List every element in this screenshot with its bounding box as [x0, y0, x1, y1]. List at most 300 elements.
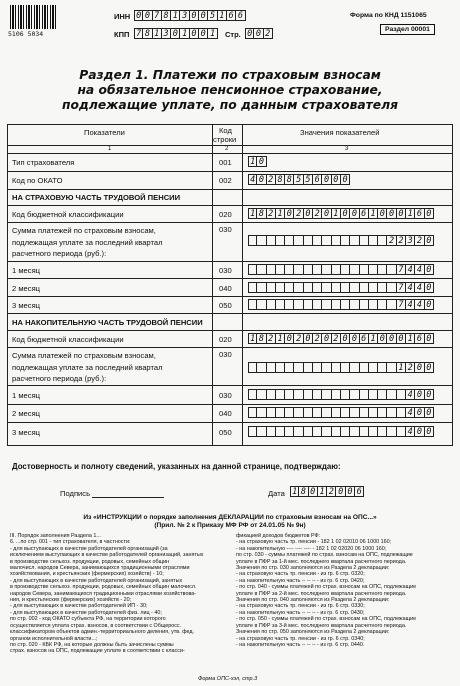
char-cell [285, 362, 294, 373]
char-cell: 0 [387, 208, 396, 219]
instruction-line: классификатором объектов админ.-территориального деления, утв. фед. [10, 629, 195, 636]
char-cell: 0 [341, 208, 350, 219]
col-header-values: Значения показателей [300, 128, 380, 137]
okato-field [248, 174, 350, 185]
row-code: 030 [219, 225, 232, 234]
section-badge: Раздел 00001 [380, 24, 435, 35]
char-cell [322, 362, 331, 373]
char-cell: 0 [415, 389, 424, 400]
signature-line [92, 497, 164, 498]
char-cell [267, 362, 276, 373]
row-line [7, 313, 453, 314]
row-label: Тип страхователя [12, 158, 75, 167]
insurance-kbk-field [248, 208, 434, 219]
char-cell [257, 389, 266, 400]
char-cell: 0 [309, 486, 318, 497]
funded-kbk-field [248, 333, 434, 344]
char-cell: 4 [406, 389, 415, 400]
instruction-line: хозяйствования, и крестьянских (фермерских) хозяйств) - 10; [10, 571, 164, 578]
char-cell [304, 282, 313, 293]
col-num-2: 2 [225, 146, 229, 152]
char-cell: 2 [332, 333, 341, 344]
instruction-line: - для выступающих в качестве работодателей организаций (за [10, 545, 168, 552]
char-cell: 0 [285, 208, 294, 219]
char-cell [294, 264, 303, 275]
row-label [12, 350, 163, 385]
char-cell [322, 407, 331, 418]
char-cell [267, 407, 276, 418]
char-cell [257, 264, 266, 275]
page-footer: Форма ОПС-хэл, стр.3 [198, 676, 258, 682]
char-cell: 0 [304, 208, 313, 219]
char-cell: 0 [397, 208, 406, 219]
row-line [7, 145, 453, 146]
page-title [0, 68, 460, 113]
char-cell: 2 [264, 28, 273, 39]
char-cell: 0 [190, 10, 199, 21]
char-cell [285, 299, 294, 310]
char-cell [378, 299, 387, 310]
instruction-line: по стр. 030 - суммы платежей по страх. взносам на ОПС, подлежащие [236, 552, 413, 559]
row-label-line: Сумма платежей по страховым взносам, [12, 226, 156, 235]
date-field [290, 486, 364, 497]
char-cell [276, 235, 285, 246]
char-cell [257, 282, 266, 293]
char-cell: 2 [267, 333, 276, 344]
char-cell: 5 [304, 174, 313, 185]
char-cell: 0 [415, 426, 424, 437]
char-cell: 1 [369, 333, 378, 344]
row-line [7, 153, 453, 154]
instruction-line: - на страховую часть тр. пенсии - из гр. 6 стр. 0320; [236, 571, 365, 578]
char-cell: 1 [153, 28, 162, 39]
char-cell [378, 264, 387, 275]
row-label-line: расчетного периода (руб.): [12, 374, 107, 383]
char-cell: 4 [415, 264, 424, 275]
instruction-line: - на накопительную часть -- -- -- - из гр. 6 стр. 0420; [236, 577, 365, 584]
instruction-line: - по стр. 050 - суммы платежей по страх. взносам на ОПС, подлежащие [236, 616, 417, 623]
char-cell [304, 235, 313, 246]
char-cell: 8 [257, 208, 266, 219]
instruction-line: страх. взносов на ОПС, подлежащие уплате в соответствии с класси- [10, 648, 185, 655]
char-cell [350, 426, 359, 437]
char-cell: 0 [378, 333, 387, 344]
char-cell: 8 [276, 174, 285, 185]
char-cell [248, 426, 257, 437]
instruction-line: - на страховую часть тр. пенсии - из гр. 6 стр. 0340; [236, 635, 365, 642]
char-cell: 1 [180, 28, 189, 39]
char-cell: 2 [397, 235, 406, 246]
row-line [7, 278, 453, 279]
char-cell: 0 [199, 10, 208, 21]
char-cell: 0 [397, 333, 406, 344]
char-cell [257, 362, 266, 373]
char-cell: 4 [406, 426, 415, 437]
instruction-line: по стр. 020 - КБК РФ, на которые должны быть зачислены суммы [10, 641, 174, 648]
char-cell: 0 [336, 486, 345, 497]
page-label: Стр. [225, 30, 241, 39]
col-header-code-1: Код [219, 126, 232, 135]
char-cell: 3 [162, 28, 171, 39]
char-cell: 0 [257, 174, 266, 185]
char-cell [294, 282, 303, 293]
row-code: 030 [219, 391, 232, 400]
char-cell [322, 235, 331, 246]
char-cell: 1 [406, 333, 415, 344]
char-cell [387, 264, 396, 275]
char-cell: 0 [199, 28, 208, 39]
char-cell: 2 [294, 208, 303, 219]
char-cell: 0 [425, 282, 434, 293]
char-cell [313, 407, 322, 418]
char-cell [276, 407, 285, 418]
char-cell: 4 [415, 282, 424, 293]
char-cell: 7 [397, 299, 406, 310]
instruction-line: малочисл. народов Севера, занимающихся традиционными отраслями [10, 565, 190, 572]
char-cell [276, 264, 285, 275]
char-cell: 1 [397, 362, 406, 373]
char-cell [257, 299, 266, 310]
char-cell [341, 426, 350, 437]
funded-sum-field [248, 362, 434, 373]
char-cell: 0 [143, 10, 152, 21]
row-line [7, 296, 453, 297]
char-cell [304, 362, 313, 373]
char-cell [304, 407, 313, 418]
col-header-indicators: Показатели [84, 128, 125, 137]
inn-field [134, 10, 246, 21]
instruction-line: III. Порядок заполнения Раздела 1... [10, 533, 101, 539]
char-cell: 1 [248, 208, 257, 219]
char-cell [267, 426, 276, 437]
row-code: 050 [219, 301, 232, 310]
char-cell [360, 264, 369, 275]
char-cell [350, 407, 359, 418]
char-cell [322, 426, 331, 437]
char-cell: 7 [153, 10, 162, 21]
char-cell: 6 [355, 486, 364, 497]
char-cell [304, 264, 313, 275]
instruction-line: по стр. 002 - код ОКАТО субъекта РФ, на территории которого [10, 616, 166, 623]
char-cell [332, 282, 341, 293]
instructions-right-column [236, 533, 454, 648]
char-cell [248, 264, 257, 275]
char-cell: 1 [208, 28, 217, 39]
char-cell [350, 282, 359, 293]
char-cell [332, 426, 341, 437]
char-cell [341, 235, 350, 246]
char-cell: 6 [415, 208, 424, 219]
char-cell: 1 [276, 333, 285, 344]
char-cell: 1 [276, 208, 285, 219]
col-divider-2 [242, 124, 243, 446]
instructions-left-column [10, 533, 228, 655]
char-cell [369, 426, 378, 437]
instructions-subtitle: (Прил. № 2 к Приказу МФ РФ от 24.01.05 № 9н) [154, 522, 306, 529]
char-cell: 6 [227, 10, 236, 21]
instruction-line: в производстве сельхоз. продукции, родовых, семейных общин [10, 558, 170, 565]
row-label: 3 месяц [12, 428, 41, 437]
char-cell [387, 407, 396, 418]
char-cell [257, 407, 266, 418]
char-cell: 0 [171, 28, 180, 39]
instruction-line: Значения по стр. 050 заполняются из Раздела 2 декларации: [236, 629, 390, 636]
char-cell [360, 235, 369, 246]
char-cell [285, 389, 294, 400]
char-cell: 2 [294, 333, 303, 344]
char-cell [285, 282, 294, 293]
char-cell [276, 282, 285, 293]
char-cell [360, 282, 369, 293]
row-code: 001 [219, 158, 232, 167]
instruction-line: уплате в ПФР за 2-й мес. последнего квартала расчетного периода. [236, 590, 407, 597]
char-cell: 6 [360, 208, 369, 219]
char-cell: 4 [406, 407, 415, 418]
char-cell [257, 426, 266, 437]
instruction-line: ния, и крестьянских (фермерских) хозяйств - 20; [10, 597, 132, 604]
char-cell: 7 [134, 28, 143, 39]
char-cell [369, 264, 378, 275]
char-cell [276, 426, 285, 437]
char-cell: 1 [318, 486, 327, 497]
char-cell [294, 389, 303, 400]
char-cell [332, 362, 341, 373]
row-label-line: подлежащая уплате за последний квартал [12, 237, 163, 247]
char-cell [276, 362, 285, 373]
row-label-line: подлежащая уплате за последний квартал [12, 362, 163, 372]
row-label: Код бюджетной классификации [12, 210, 124, 219]
char-cell: 8 [299, 486, 308, 497]
char-cell: 1 [406, 208, 415, 219]
instruction-line: 6. ...по стр. 001 - тип страхователя, в частности: [10, 539, 131, 546]
char-cell: 8 [257, 333, 266, 344]
instruction-line: - для выступающих в качестве работодателей организаций, занятых [10, 577, 183, 584]
char-cell: 1 [171, 10, 180, 21]
char-cell: 2 [415, 235, 424, 246]
funded-month1-field [248, 389, 434, 400]
insurer-type-field [248, 156, 267, 167]
char-cell: 4 [415, 299, 424, 310]
char-cell [322, 389, 331, 400]
row-line [7, 422, 453, 423]
char-cell [369, 407, 378, 418]
instruction-line: - на накопительную ---- ---- ---- - 182 1 02 02020 06 1000 160; [236, 545, 387, 552]
char-cell: 2 [327, 486, 336, 497]
char-cell: 0 [341, 174, 350, 185]
char-cell: 0 [254, 28, 263, 39]
char-cell: 0 [378, 208, 387, 219]
char-cell: 4 [248, 174, 257, 185]
char-cell: 0 [341, 333, 350, 344]
row-code: 030 [219, 350, 232, 359]
form-code: Форма по КНД 1151065 [350, 12, 427, 19]
col-header-code-2: строки [213, 135, 237, 144]
char-cell [248, 407, 257, 418]
title-line-3: подлежащие уплате, по данным страхователя [61, 98, 399, 112]
char-cell [332, 407, 341, 418]
char-cell: 0 [425, 235, 434, 246]
char-cell: 0 [322, 333, 331, 344]
char-cell: 0 [425, 407, 434, 418]
char-cell: 2 [313, 208, 322, 219]
char-cell: 1 [218, 10, 227, 21]
char-cell [267, 299, 276, 310]
char-cell [387, 426, 396, 437]
char-cell: 7 [397, 264, 406, 275]
insurance-sum-field [248, 235, 434, 246]
char-cell: 0 [285, 333, 294, 344]
col-num-1: 1 [108, 146, 112, 152]
char-cell: 0 [134, 10, 143, 21]
instruction-line: органом исполнительной власти...; [10, 635, 98, 642]
char-cell [322, 264, 331, 275]
char-cell: 0 [350, 208, 359, 219]
char-cell [397, 426, 406, 437]
row-label: 1 месяц [12, 391, 41, 400]
char-cell [285, 426, 294, 437]
date-label: Дата [268, 489, 285, 498]
char-cell: 8 [143, 28, 152, 39]
section-heading-funded: НА НАКОПИТЕЛЬНУЮ ЧАСТЬ ТРУДОВОЙ ПЕНСИИ [12, 318, 203, 327]
row-code: 040 [219, 284, 232, 293]
instruction-line: - на страховую часть тр. пенсии - 182 1 02 02010 06 1000 160; [236, 539, 392, 546]
char-cell [341, 264, 350, 275]
char-cell: 4 [406, 282, 415, 293]
char-cell: 2 [406, 362, 415, 373]
instruction-line: - для выступающих в качестве работодателей ИП - 30; [10, 603, 148, 610]
char-cell: 0 [322, 174, 331, 185]
char-cell [332, 389, 341, 400]
char-cell [341, 299, 350, 310]
title-line-1: Раздел 1. Платежи по страховым взносам [79, 68, 381, 82]
char-cell: 6 [360, 333, 369, 344]
char-cell [313, 282, 322, 293]
instruction-line: фикацией доходов бюджетов РФ: [236, 533, 321, 539]
char-cell: 1 [248, 333, 257, 344]
char-cell: 6 [415, 333, 424, 344]
char-cell: 5 [208, 10, 217, 21]
barcode-number: 5106 5034 [8, 30, 44, 38]
char-cell: 0 [350, 333, 359, 344]
row-label [12, 225, 163, 260]
char-cell [341, 362, 350, 373]
char-cell [248, 362, 257, 373]
row-line [7, 171, 453, 172]
char-cell: 6 [236, 10, 245, 21]
char-cell: 0 [425, 362, 434, 373]
char-cell [387, 282, 396, 293]
insurance-month2-field [248, 282, 434, 293]
char-cell [322, 282, 331, 293]
kpp-field [134, 28, 218, 39]
insurance-month1-field [248, 264, 434, 275]
title-line-2: на обязательное пенсионное страхование, [77, 83, 383, 97]
char-cell [332, 235, 341, 246]
instruction-line: Значения по стр. 030 заполняются из Раздела 2 декларации: [236, 565, 390, 572]
char-cell [350, 264, 359, 275]
char-cell: 3 [180, 10, 189, 21]
char-cell [369, 299, 378, 310]
page-number-field [245, 28, 273, 39]
char-cell [360, 389, 369, 400]
char-cell: 0 [190, 28, 199, 39]
char-cell [257, 235, 266, 246]
row-code: 020 [219, 210, 232, 219]
char-cell: 0 [415, 407, 424, 418]
char-cell: 1 [332, 208, 341, 219]
char-cell: 8 [285, 174, 294, 185]
row-label: 2 месяц [12, 409, 41, 418]
char-cell [313, 362, 322, 373]
row-line [7, 385, 453, 386]
char-cell: 0 [332, 174, 341, 185]
char-cell: 5 [294, 174, 303, 185]
char-cell [378, 426, 387, 437]
char-cell: 1 [248, 156, 257, 167]
char-cell [276, 299, 285, 310]
char-cell [322, 299, 331, 310]
signature-label: Подпись [60, 489, 91, 498]
char-cell [360, 299, 369, 310]
char-cell: 0 [415, 362, 424, 373]
char-cell: 2 [387, 235, 396, 246]
char-cell [378, 235, 387, 246]
row-line [7, 189, 453, 190]
char-cell [369, 362, 378, 373]
char-cell: 0 [322, 208, 331, 219]
char-cell [350, 299, 359, 310]
char-cell: 0 [425, 208, 434, 219]
char-cell: 1 [290, 486, 299, 497]
char-cell: 0 [245, 28, 254, 39]
char-cell [360, 407, 369, 418]
row-line [7, 347, 453, 348]
row-label-line: Сумма платежей по страховым взносам, [12, 351, 156, 360]
section-heading-insurance: НА СТРАХОВУЮ ЧАСТЬ ТРУДОВОЙ ПЕНСИИ [12, 193, 181, 202]
instruction-line: - для выступающих в качестве работодателей физ. лиц - 40; [10, 609, 162, 616]
char-cell: 2 [313, 333, 322, 344]
char-cell [378, 282, 387, 293]
kpp-label: КПП [114, 30, 130, 39]
char-cell [294, 299, 303, 310]
instruction-line: исключением выступающих в качестве работодателей организаций, занятых [10, 552, 204, 559]
instructions-title: Из «ИНСТРУКЦИИ о порядке заполнения ДЕКЛАРАЦИИ по страховым взносам на ОПС...» [83, 514, 377, 521]
row-code: 040 [219, 409, 232, 418]
char-cell [341, 407, 350, 418]
instruction-line: Значения по стр. 040 заполняются из Раздела 2 декларации: [236, 597, 390, 604]
row-code: 050 [219, 428, 232, 437]
insurance-month3-field [248, 299, 434, 310]
confirmation-text: Достоверность и полноту сведений, указанных на данной странице, подтверждаю: [12, 462, 341, 471]
char-cell: 0 [257, 156, 266, 167]
row-label: Код бюджетной классификации [12, 335, 124, 344]
char-cell [267, 282, 276, 293]
instruction-line: - на страховую часть тр. пенсии - из гр. 6 стр. 0330; [236, 603, 365, 610]
char-cell: 0 [425, 389, 434, 400]
row-line [7, 330, 453, 331]
char-cell: 8 [162, 10, 171, 21]
char-cell [267, 264, 276, 275]
char-cell [378, 407, 387, 418]
char-cell [378, 389, 387, 400]
instruction-line: народов Севера, занимающихся традиционными отраслями хозяйствова- [10, 590, 197, 597]
char-cell [313, 235, 322, 246]
char-cell [304, 299, 313, 310]
row-line [7, 404, 453, 405]
char-cell: 2 [267, 174, 276, 185]
char-cell [294, 235, 303, 246]
row-line [7, 222, 453, 223]
